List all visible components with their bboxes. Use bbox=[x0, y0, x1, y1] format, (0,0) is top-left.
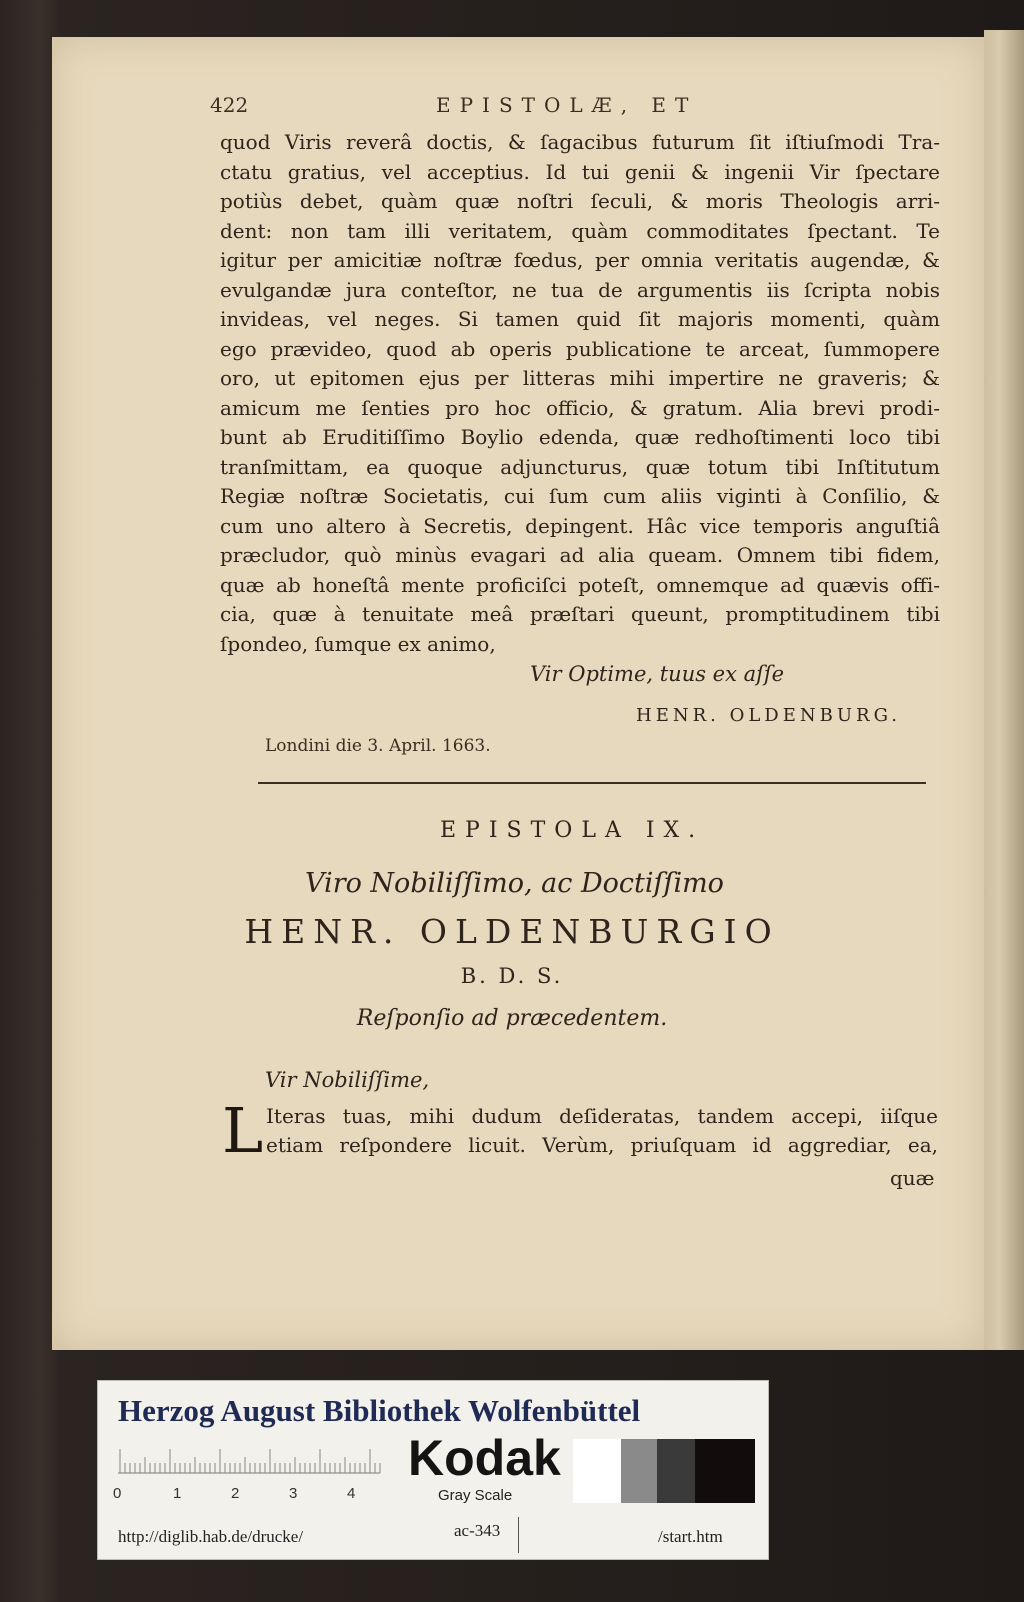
swatch bbox=[621, 1439, 657, 1503]
archive-url-suffix: /start.htm bbox=[658, 1527, 723, 1546]
gray-scale-label: Gray Scale bbox=[438, 1487, 513, 1504]
running-title: EPISTOLÆ, ET bbox=[436, 93, 698, 117]
section-divider bbox=[258, 782, 926, 784]
catchword: quæ bbox=[890, 1166, 935, 1190]
library-name: Herzog August Bibliothek Wolfenbüttel bbox=[118, 1393, 641, 1428]
addressee-line-text: Viro Nobiliſſimo, ac Doctiſſimo bbox=[305, 868, 724, 899]
letter-opening bbox=[222, 1094, 938, 1172]
author-initials: B. D. S. bbox=[460, 964, 564, 988]
text-line: invideas, vel neges. Si tamen quid ſit majoris momenti, quàm bbox=[220, 307, 940, 331]
ruler-number: 3 bbox=[289, 1485, 298, 1502]
text-line: ſpondeo, ſumque ex animo, bbox=[220, 631, 496, 656]
page-header bbox=[210, 93, 930, 123]
text-line: bunt ab Eruditiſſimo Boylio edenda, quæ redhoſtimenti loco tibi bbox=[220, 425, 940, 449]
addressee-name: HENR. OLDENBURGIO bbox=[244, 912, 780, 951]
text-line: cia, quæ à tenuitate meâ præſtari queunt, promptitudinem tibi bbox=[220, 602, 940, 626]
text-line: præcludor, quò minùs evagari ad alia queam. Omnem tibi fidem, bbox=[220, 543, 940, 567]
page-number: 422 bbox=[210, 93, 249, 117]
text-line: Iteras tuas, mihi dudum deſideratas, tandem accepi, iiſque bbox=[266, 1104, 938, 1128]
ruler-number: 2 bbox=[231, 1485, 240, 1502]
library-scan-label bbox=[97, 1380, 769, 1560]
text-line: cum uno altero à Secretis, depingent. Hâc vice temporis anguſtiâ bbox=[220, 513, 940, 538]
ruler-scale bbox=[118, 1443, 388, 1481]
text-line: potiùs debet, quàm quæ noſtri ſeculi, & moris Theologis arri- bbox=[220, 189, 940, 213]
addressee-line bbox=[0, 868, 1024, 899]
letter-body bbox=[220, 128, 940, 659]
letter-opening-lines bbox=[266, 1102, 938, 1160]
text-line: amicum me ſenties pro hoc officio, & gratum. Alia brevi prodi- bbox=[220, 395, 940, 420]
swatch bbox=[695, 1439, 755, 1503]
ruler-number: 1 bbox=[173, 1485, 182, 1502]
letter-greeting: Vir Nobiliſſime, bbox=[265, 1068, 430, 1092]
epistola-title: EPISTOLA IX. bbox=[440, 818, 705, 843]
ruler-labels bbox=[113, 1485, 413, 1505]
text-line: etiam reſpondere licuit. Verùm, priuſquam id aggrediar, ea, bbox=[266, 1133, 938, 1157]
text-line: quæ ab honeſtâ mente proficiſci poteſt, omnemque ad quævis offi- bbox=[220, 572, 940, 597]
letter-subtitle: Reſponſio ad præcedentem. bbox=[356, 1006, 668, 1031]
text-line: oro, ut epitomen ejus per litteras mihi impertire ne graveris; & bbox=[220, 366, 940, 390]
closing-salutation: Vir Optime, tuus ex aſſe bbox=[530, 662, 785, 686]
text-line: igitur per amicitiæ noſtræ fœdus, per omnia veritatis augendæ, & bbox=[220, 248, 940, 272]
gray-scale-swatches bbox=[573, 1439, 755, 1503]
swatch bbox=[573, 1439, 621, 1503]
text-line: Regiæ noſtræ Societatis, cui ſum cum aliis viginti à Conſilio, & bbox=[220, 484, 940, 508]
text-line: ctatu gratius, vel acceptius. Id tui genii & ingenii Vir ſpectare bbox=[220, 159, 940, 184]
signature: HENR. OLDENBURG. bbox=[636, 705, 902, 726]
swatch bbox=[657, 1439, 695, 1503]
archive-url: http://diglib.hab.de/drucke/ bbox=[118, 1527, 304, 1546]
shelfmark-code: ac-343 bbox=[454, 1521, 501, 1540]
next-page-edge bbox=[984, 30, 1024, 1350]
ruler-number: 4 bbox=[347, 1485, 356, 1502]
text-line: quod Viris reverâ doctis, & ſagacibus futurum ſit iſtiuſmodi Tra- bbox=[220, 130, 940, 154]
text-line: ego prævideo, quod ab operis publicatione te arceat, ſummopere bbox=[220, 336, 940, 361]
text-line: evulgandæ jura conteſtor, ne tua de argumentis iis ſcripta nobis bbox=[220, 277, 940, 302]
drop-cap: L bbox=[222, 1094, 264, 1167]
kodak-logo: Kodak bbox=[408, 1430, 561, 1486]
text-line: tranſmittam, ea quoque adjuncturus, quæ totum tibi Inſtitutum bbox=[220, 454, 940, 479]
text-line: dent: non tam illi veritatem, quàm commoditates ſpectant. Te bbox=[220, 218, 940, 243]
ruler-number: 0 bbox=[113, 1485, 122, 1502]
code-separator bbox=[518, 1517, 519, 1553]
dateline: Londini die 3. April. 1663. bbox=[265, 736, 491, 756]
